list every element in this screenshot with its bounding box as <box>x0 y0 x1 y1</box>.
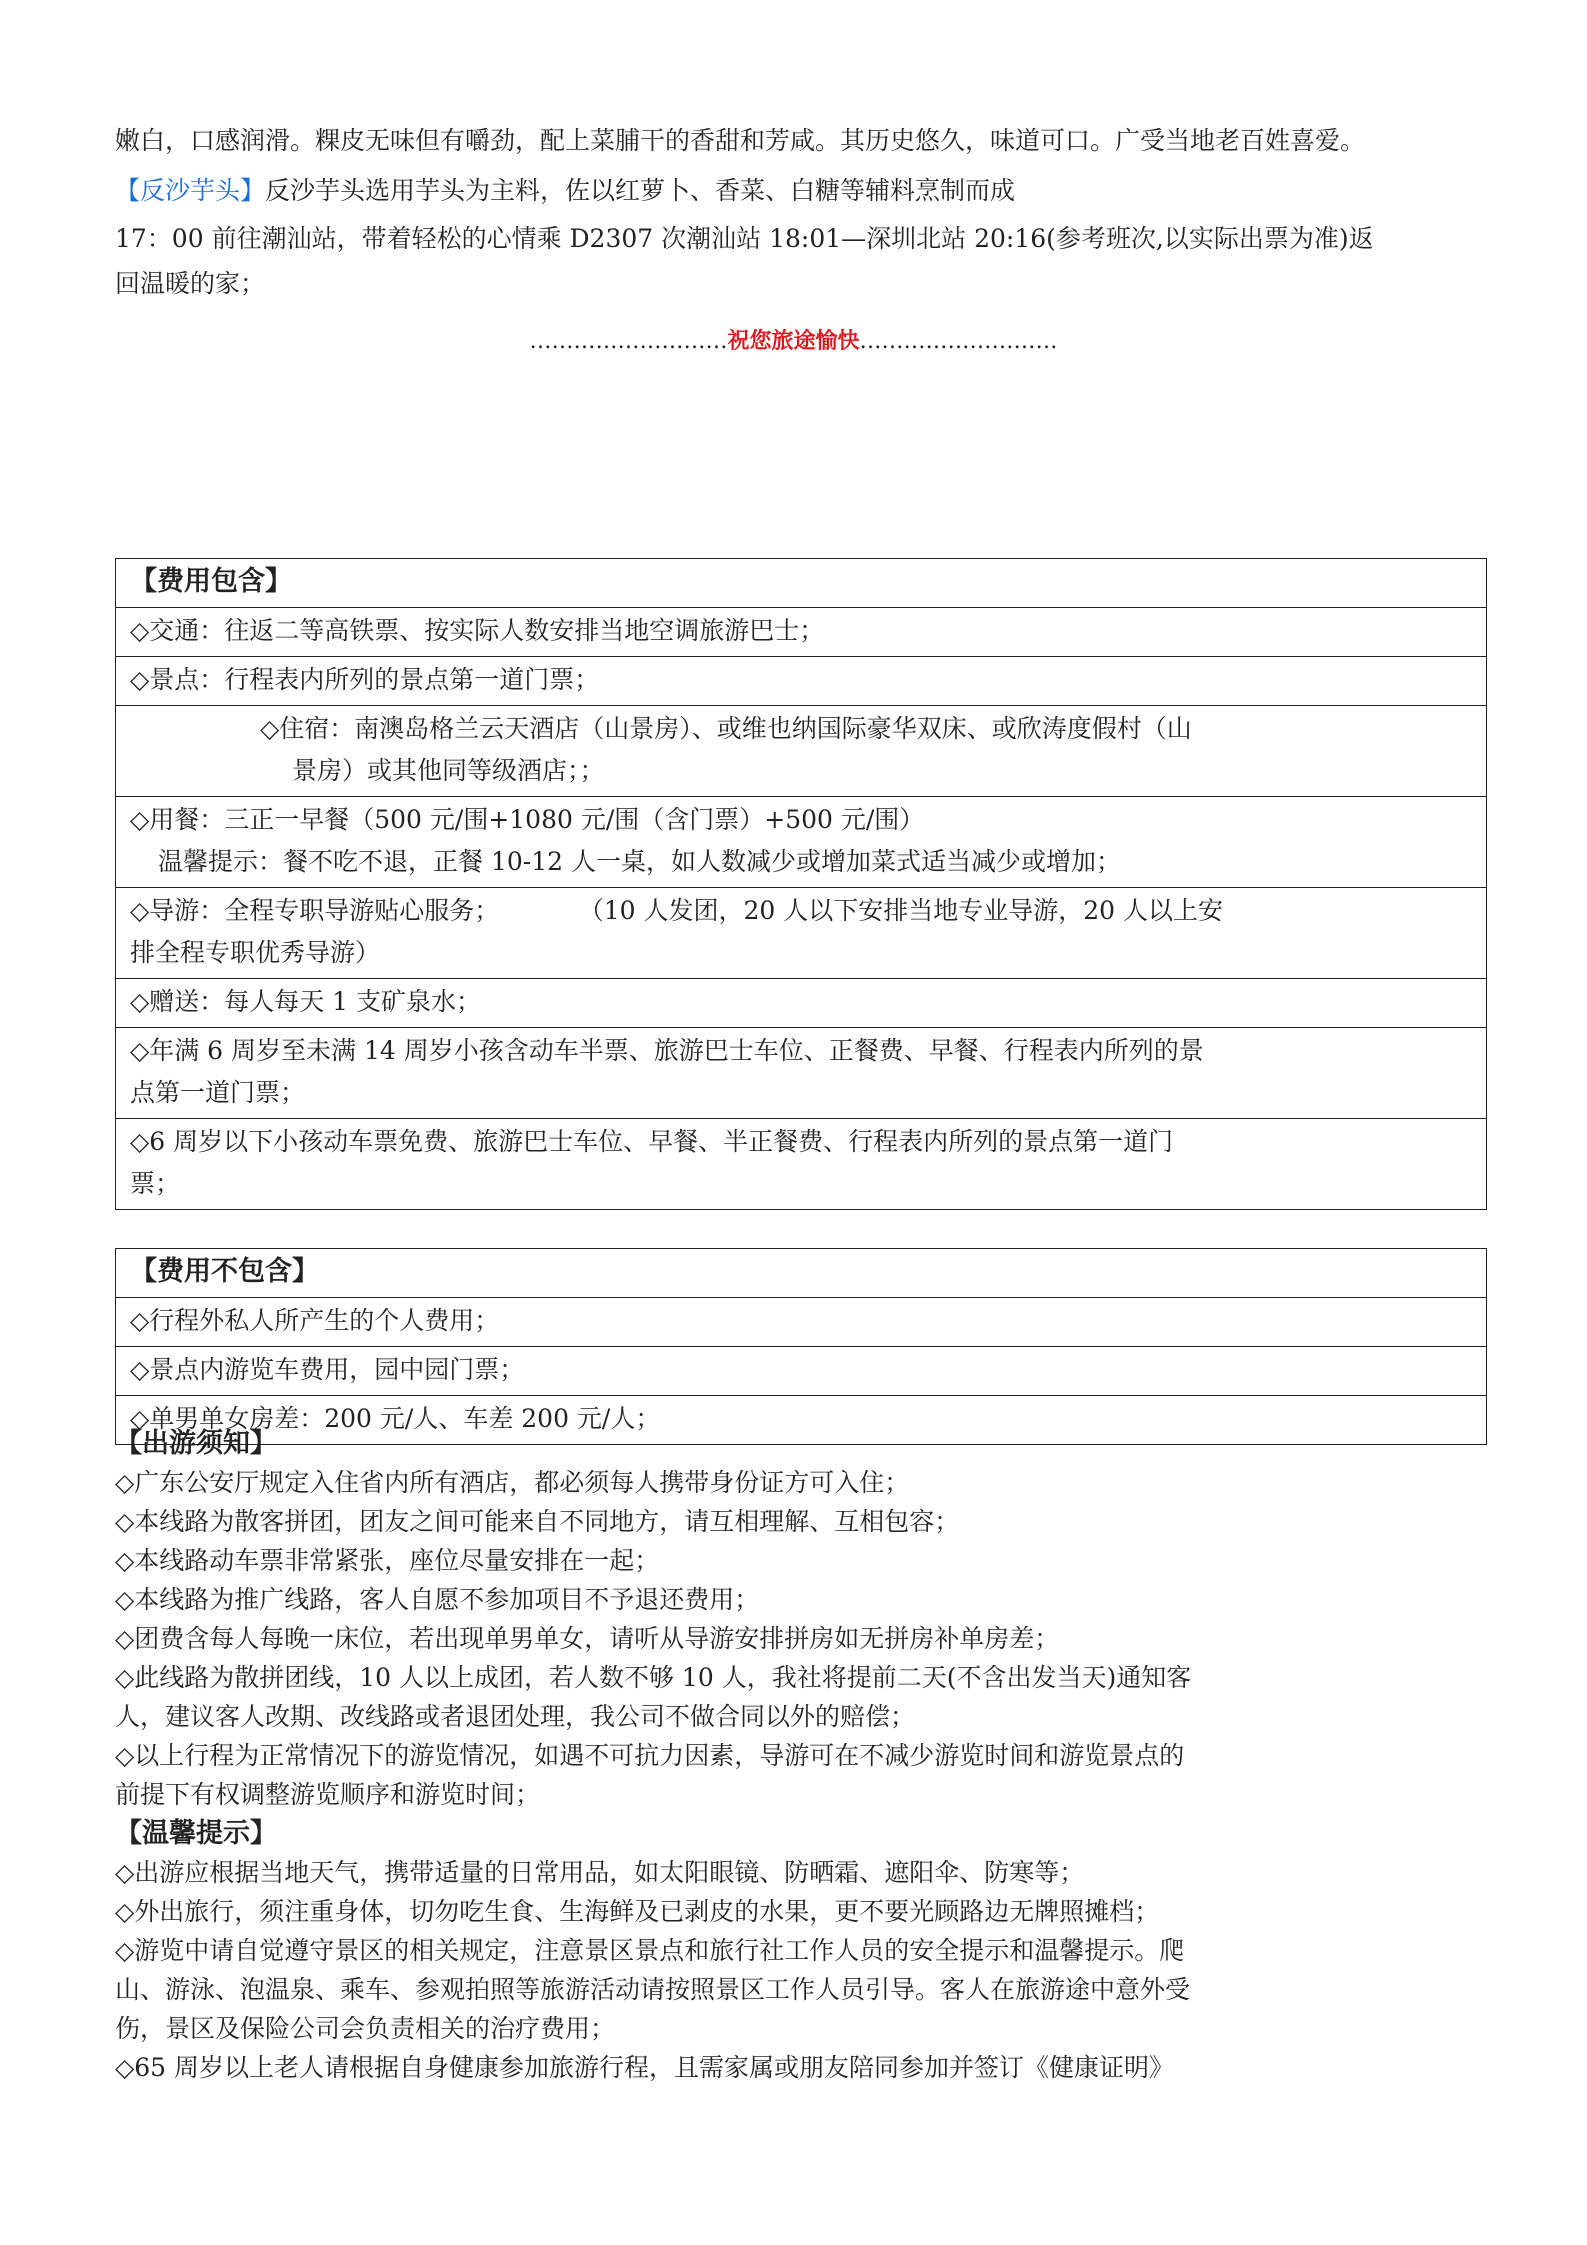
tips-line: ◇出游应根据当地天气，携带适量的日常用品，如太阳眼镜、防晒霜、遮阳伞、防寒等； <box>115 1858 1085 1887</box>
fee-infant-line1: ◇6 周岁以下小孩动车票免费、旅游巴士车位、早餐、半正餐费、行程表内所列的景点第一道门 <box>130 1127 1174 1156</box>
notice-line: ◇以上行程为正常情况下的游览情况，如遇不可抗力因素，导游可在不减少游览时间和游览景点的 <box>115 1741 1185 1770</box>
notice-line: 人，建议客人改期、改线路或者退团处理，我公司不做合同以外的赔偿； <box>115 1702 916 1731</box>
dish-description: 反沙芋头选用芋头为主料，佐以红萝卜、香菜、白糖等辅料烹制而成 <box>265 176 1016 205</box>
notice-line: ◇本线路为推广线路，客人自愿不参加项目不予退还费用； <box>115 1585 760 1614</box>
fee-infant <box>116 1119 1487 1210</box>
notice-line: 前提下有权调整游览顺序和游览时间； <box>115 1780 541 1809</box>
fee-child-line1: ◇年满 6 周岁至未满 14 周岁小孩含动车半票、旅游巴士车位、正餐费、早餐、行程表内所列的景 <box>130 1036 1204 1065</box>
warm-tips-section <box>115 1814 1495 2087</box>
wish-text: 祝您旅途愉快 <box>727 328 860 354</box>
notice-line: ◇此线路为散拼团线，10 人以上成团，若人数不够 10 人，我社将提前二天(不含出发当天)通知客 <box>115 1663 1192 1692</box>
tips-line: ◇65 周岁以上老人请根据自身健康参加旅游行程，且需家属或朋友陪同参加并签订《健康证明》 <box>115 2053 1174 2082</box>
fee-child-line2: 点第一道门票； <box>130 1078 306 1107</box>
fee-meal <box>116 797 1487 888</box>
closing-wish <box>0 324 1587 355</box>
notice-line: ◇本线路为散客拼团，团友之间可能来自不同地方，请互相理解、互相包容； <box>115 1507 960 1536</box>
fee-gift: ◇赠送：每人每天 1 支矿泉水； <box>116 979 1487 1028</box>
schedule-line-1: 17：00 前往潮汕站，带着轻松的心情乘 D2307 次潮汕站 18:01—深圳北站 20:16(参考班次,以实际出票为准)返 <box>115 224 1374 253</box>
fee-infant-line2: 票； <box>130 1169 181 1198</box>
fee-excluded-item-1: ◇行程外私人所产生的个人费用； <box>116 1298 1487 1347</box>
schedule-line-2: 回温暖的家； <box>115 269 266 298</box>
tips-line: 伤，景区及保险公司会负责相关的治疗费用； <box>115 2014 616 2043</box>
fee-excluded-item-2: ◇景点内游览车费用，园中园门票； <box>116 1347 1487 1396</box>
tips-line: 山、游泳、泡温泉、乘车、参观拍照等旅游活动请按照景区工作人员引导。客人在旅游途中意外受 <box>115 1975 1191 2004</box>
fee-child <box>116 1028 1487 1119</box>
tips-line: ◇外出旅行，须注重身体，切勿吃生食、生海鲜及已剥皮的水果，更不要光顾路边无牌照摊档； <box>115 1897 1160 1926</box>
notice-line: ◇团费含每人每晚一床位，若出现单男单女，请听从导游安排拼房如无拼房补单房差； <box>115 1624 1060 1653</box>
fee-excluded-item-3: ◇单男单女房差：200 元/人、车差 200 元/人； <box>116 1396 1487 1445</box>
fee-meal-line2: 温馨提示：餐不吃不退，正餐 10-12 人一桌，如人数减少或增加菜式适当减少或增加； <box>158 847 1121 876</box>
fee-excluded-table <box>115 1248 1487 1445</box>
fee-scenic: ◇景点：行程表内所列的景点第一道门票； <box>116 657 1487 706</box>
fee-guide-line1: ◇导游：全程专职导游贴心服务； （10 人发团，20 人以下安排当地专业导游，20 人以上安 <box>130 896 1223 925</box>
notice-title: 【出游须知】 <box>115 1428 277 1459</box>
fee-transport: ◇交通：往返二等高铁票、按实际人数安排当地空调旅游巴士； <box>116 608 1487 657</box>
dish-title: 【反沙芋头】 <box>115 176 266 205</box>
fee-hotel-line2: 景房）或其他同等级酒店；； <box>292 756 605 785</box>
fee-hotel <box>116 706 1487 797</box>
fee-included-table <box>115 558 1487 1210</box>
intro-paragraph-line: 嫩白，口感润滑。粿皮无味但有嚼劲，配上菜脯干的香甜和芳咸。其历史悠久，味道可口。广受当地老百姓喜爱。 <box>115 126 1366 155</box>
dish-paragraph <box>115 170 1495 212</box>
fee-guide <box>116 888 1487 979</box>
fee-meal-line1: ◇用餐：三正一早餐（500 元/围+1080 元/围（含门票）+500 元/围） <box>130 805 925 834</box>
fee-included-title: 【费用包含】 <box>116 559 1487 608</box>
notice-line: ◇广东公安厅规定入住省内所有酒店，都必须每人携带身份证方可入住； <box>115 1468 910 1497</box>
dots-left: ……………………… <box>529 329 728 354</box>
fee-hotel-line1: ◇住宿：南澳岛格兰云天酒店（山景房）、或维也纳国际豪华双床、或欣涛度假村（山 <box>260 714 1192 743</box>
fee-excluded-title: 【费用不包含】 <box>116 1249 1487 1298</box>
tips-title: 【温馨提示】 <box>115 1818 277 1849</box>
dots-right: ……………………… <box>859 329 1058 354</box>
tips-line: ◇游览中请自觉遵守景区的相关规定，注意景区景点和旅行社工作人员的安全提示和温馨提示。爬 <box>115 1936 1185 1965</box>
fee-guide-line2: 排全程专职优秀导游） <box>130 938 381 967</box>
travel-notice-section <box>115 1424 1495 1814</box>
notice-line: ◇本线路动车票非常紧张，座位尽量安排在一起； <box>115 1546 660 1575</box>
